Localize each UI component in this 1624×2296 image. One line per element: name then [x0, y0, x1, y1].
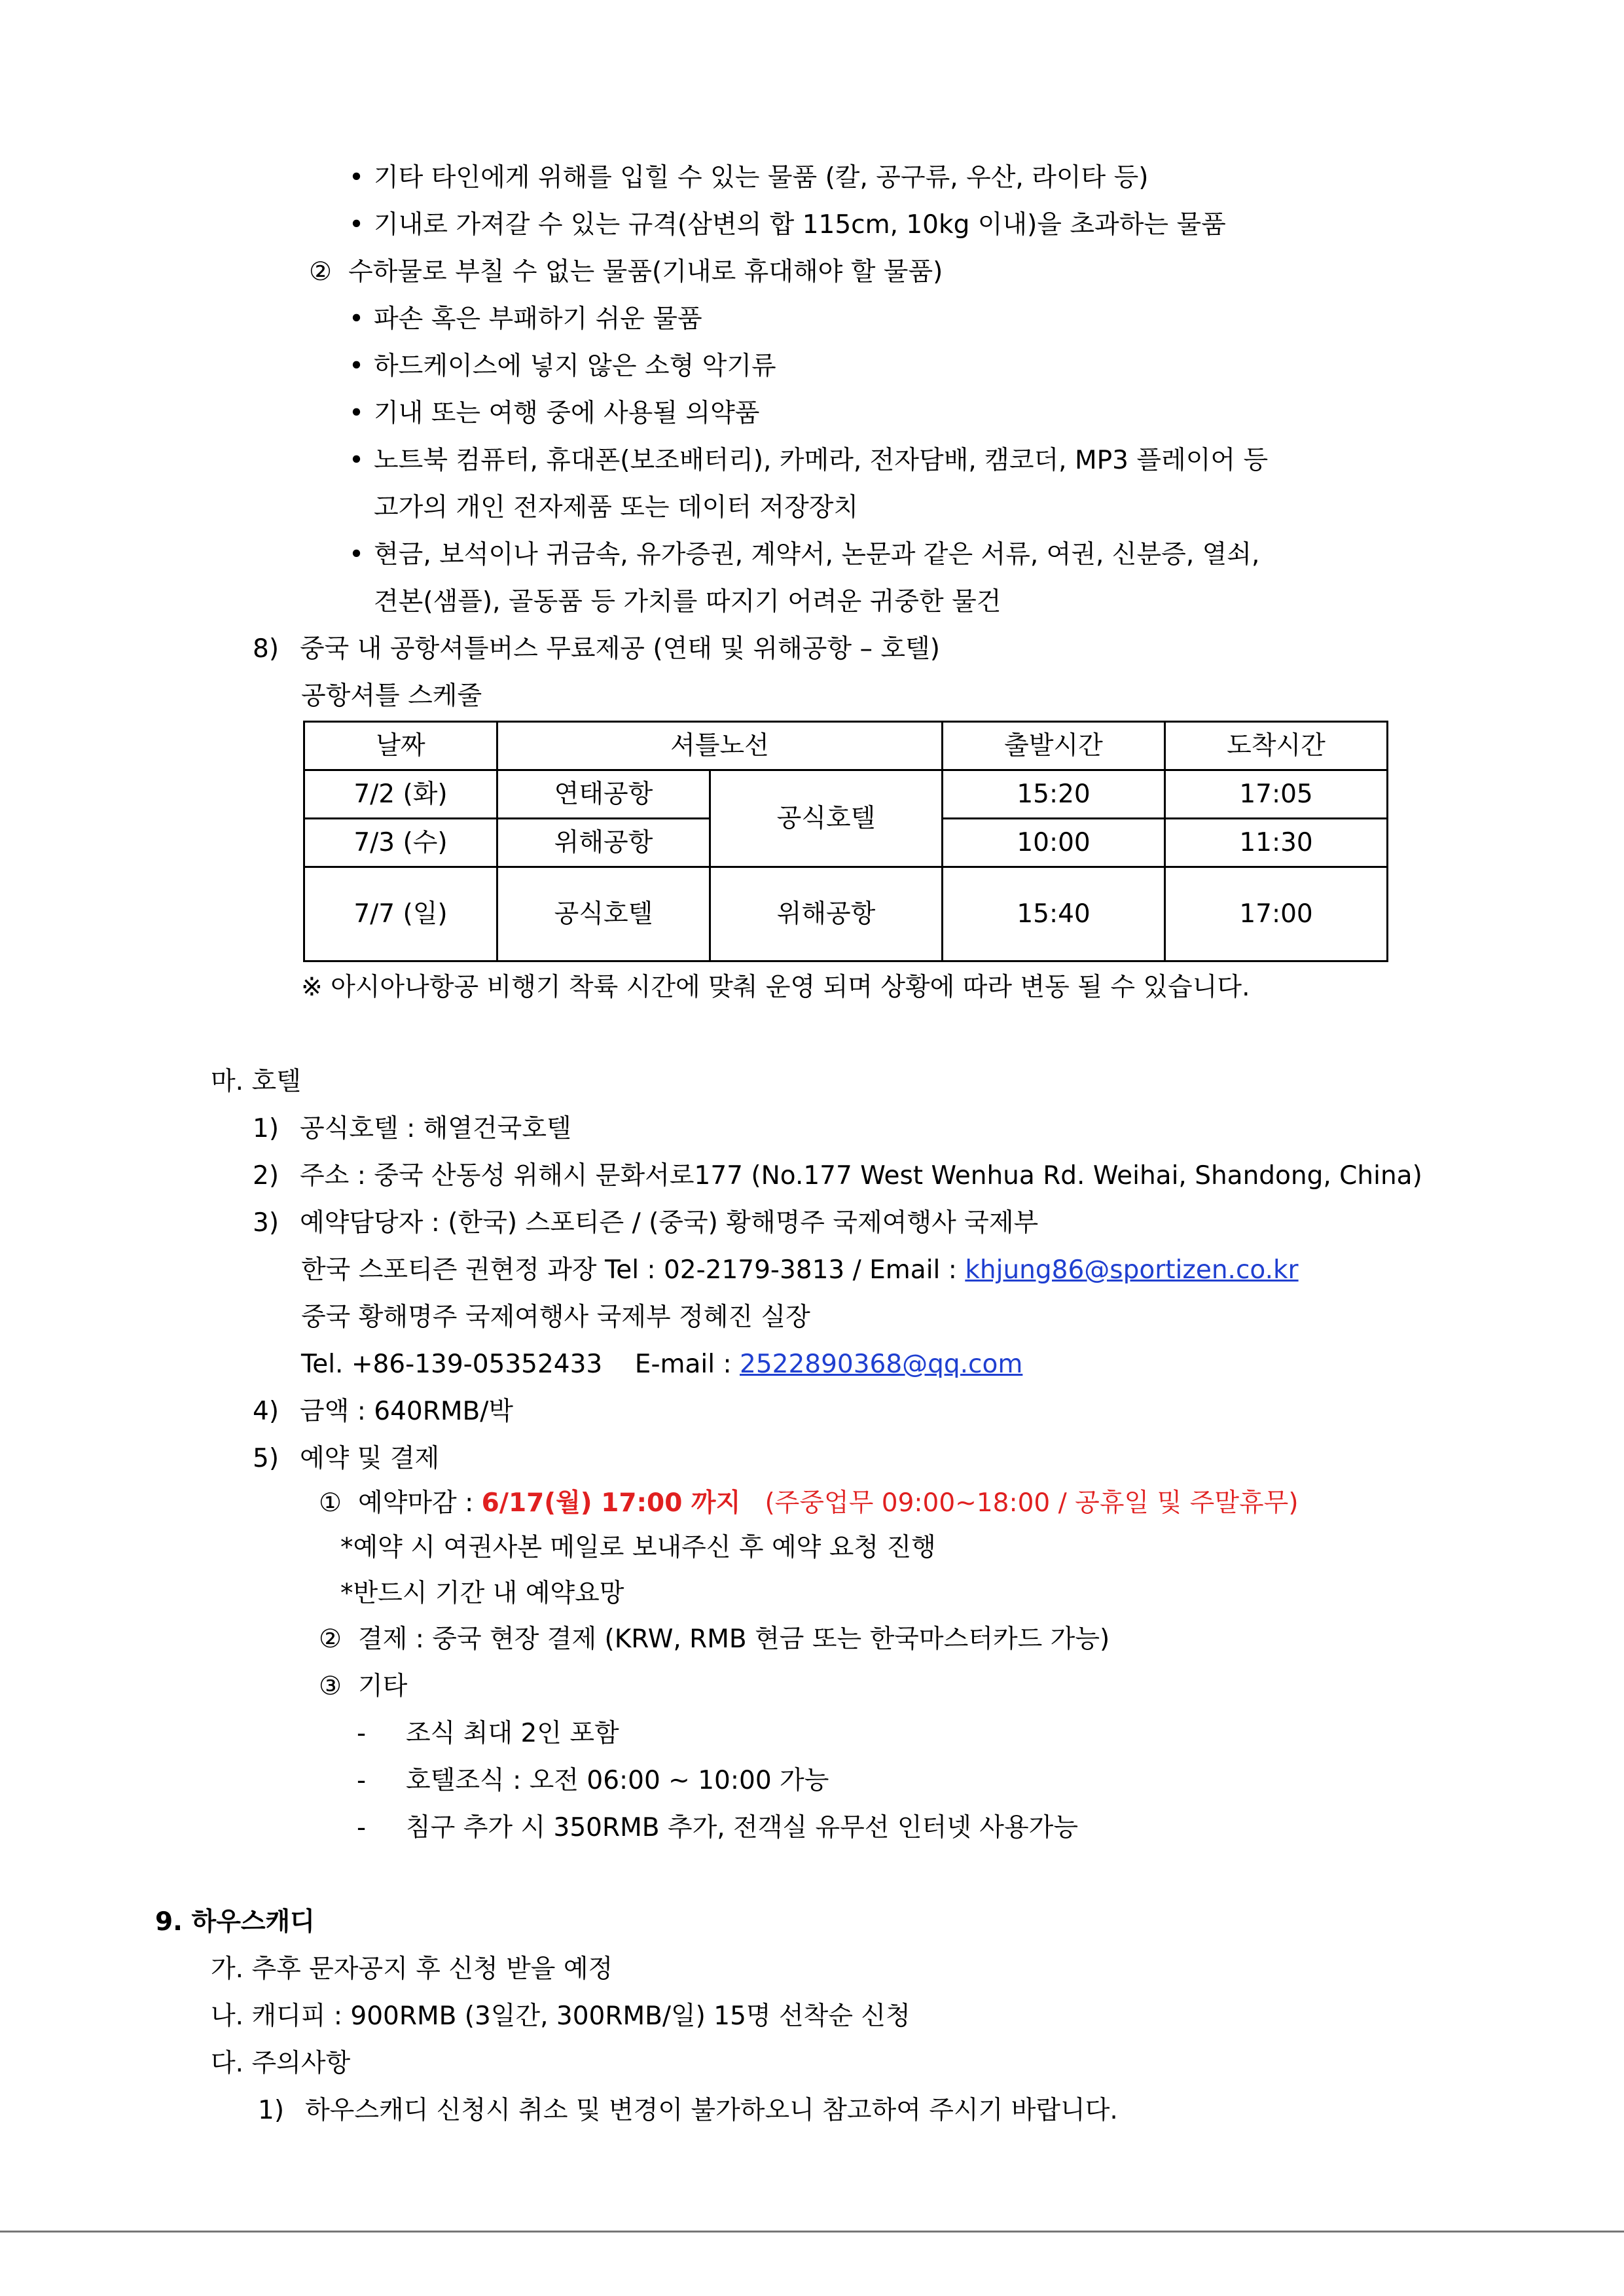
- cell-depart: 15:40: [943, 867, 1165, 961]
- reservation-note: *반드시 기간 내 예약요망: [340, 1579, 624, 1608]
- cell-from: 연태공항: [497, 770, 710, 819]
- contact-china-tel: Tel. +86-139-05352433 E-mail : 2522890368@qq.com: [301, 1350, 1023, 1379]
- list-item-continuation: 고가의 개인 전자제품 또는 데이터 저장장치: [374, 493, 859, 522]
- numbered-item: 2) 주소 : 중국 산동성 위해시 문화서로177 (No.177 West Wenhua Rd. Weihai, Shandong, China): [253, 1161, 1422, 1191]
- cell-date: 7/7 (일): [304, 867, 497, 961]
- section-heading-caddie: 9. 하우스캐디: [155, 1907, 315, 1937]
- business-hours: (주중업무 09:00~18:00 / 공휴일 및 주말휴무): [765, 1488, 1299, 1518]
- contact-china: 중국 황해명주 국제여행사 국제부 정혜진 실장: [301, 1302, 810, 1332]
- section-heading-hotel: 마. 호텔: [211, 1067, 301, 1096]
- list-item-continuation: 견본(샘플), 골동품 등 가치를 따지기 어려운 귀중한 물건: [374, 587, 1001, 617]
- list-item: - 침구 추가 시 350RMB 추가, 전객실 유무선 인터넷 사용가능: [357, 1813, 1078, 1842]
- list-item: • 노트북 컴퓨터, 휴대폰(보조배터리), 카메라, 전자담배, 캠코더, MP3 플레이어 등: [349, 444, 1268, 477]
- list-item: • 파손 혹은 부패하기 쉬운 물품: [349, 303, 702, 336]
- schedule-title: 공항셔틀 스케줄: [301, 681, 482, 711]
- column-header-route: 셔틀노선: [497, 722, 943, 770]
- email-link-china[interactable]: 2522890368@qq.com: [740, 1350, 1023, 1379]
- deadline-date: 6/17(월) 17:00 까지: [481, 1488, 741, 1518]
- cell-to: 위해공항: [710, 867, 943, 961]
- numbered-item: 8) 중국 내 공항셔틀버스 무료제공 (연태 및 위해공항 – 호텔): [253, 634, 940, 664]
- bullet-icon: •: [349, 540, 365, 569]
- shuttle-schedule-table: [303, 721, 1388, 962]
- list-item: • 하드케이스에 넣지 않은 소형 악기류: [349, 350, 776, 383]
- bullet-icon: •: [349, 163, 365, 192]
- column-header-arrive: 도착시간: [1165, 722, 1388, 770]
- list-item: • 기내로 가져갈 수 있는 규격(삼변의 합 115cm, 10kg 이내)을 초과하는 물품: [349, 209, 1226, 242]
- cell-arrive: 17:05: [1165, 770, 1388, 819]
- reservation-deadline: ① 예약마감 : 6/17(월) 17:00 까지 (주중업무 09:00~18:00 / 공휴일 및 주말휴무): [319, 1488, 1299, 1518]
- column-header-depart: 출발시간: [943, 722, 1165, 770]
- numbered-item: 3) 예약담당자 : (한국) 스포티즌 / (중국) 황해명주 국제여행사 국제부: [253, 1208, 1039, 1238]
- caddie-item: 나. 캐디피 : 900RMB (3일간, 300RMB/일) 15명 선착순 신청: [211, 2001, 911, 2031]
- bullet-icon: •: [349, 351, 365, 381]
- cell-depart: 15:20: [943, 770, 1165, 819]
- cell-date: 7/2 (화): [304, 770, 497, 819]
- numbered-item: 5) 예약 및 결제: [253, 1444, 440, 1473]
- payment-info: ② 결제 : 중국 현장 결제 (KRW, RMB 현금 또는 한국마스터카드 가능): [319, 1624, 1110, 1654]
- numbered-item: 1) 하우스캐디 신청시 취소 및 변경이 불가하오니 참고하여 주시기 바랍니다.: [258, 2096, 1118, 2125]
- bullet-icon: •: [349, 304, 365, 334]
- cell-depart: 10:00: [943, 819, 1165, 867]
- list-item: • 기내 또는 여행 중에 사용될 의약품: [349, 397, 759, 430]
- bullet-icon: •: [349, 446, 365, 475]
- schedule-note: ※ 아시아나항공 비행기 착륙 시간에 맞춰 운영 되며 상황에 따라 변동 될 수 있습니다.: [301, 973, 1250, 1002]
- caddie-item: 다. 주의사항: [211, 2049, 351, 2078]
- table-row: [304, 770, 1388, 819]
- cell-date: 7/3 (수): [304, 819, 497, 867]
- numbered-item: 4) 금액 : 640RMB/박: [253, 1397, 514, 1426]
- contact-korea: 한국 스포티즌 권현정 과장 Tel : 02-2179-3813 / Email : khjung86@sportizen.co.kr: [301, 1255, 1299, 1285]
- email-link-korea[interactable]: khjung86@sportizen.co.kr: [965, 1255, 1299, 1285]
- list-item: • 현금, 보석이나 귀금속, 유가증권, 계약서, 논문과 같은 서류, 여권, 신분증, 열쇠,: [349, 539, 1259, 571]
- cell-to: 공식호텔: [710, 770, 943, 867]
- table-row: [304, 867, 1388, 961]
- reservation-note: *예약 시 여권사본 메일로 보내주신 후 예약 요청 진행: [340, 1533, 936, 1562]
- cell-from: 공식호텔: [497, 867, 710, 961]
- cell-from: 위해공항: [497, 819, 710, 867]
- bullet-icon: •: [349, 210, 365, 240]
- table-header-row: [304, 722, 1388, 770]
- cell-arrive: 17:00: [1165, 867, 1388, 961]
- sub-heading: ② 수하물로 부칠 수 없는 물품(기내로 휴대해야 할 물품): [309, 257, 943, 287]
- list-item: • 기타 타인에게 위해를 입힐 수 있는 물품 (칼, 공구류, 우산, 라이타 등): [349, 162, 1149, 194]
- list-item: - 조식 최대 2인 포함: [357, 1719, 619, 1748]
- column-header-date: 날짜: [304, 722, 497, 770]
- cell-arrive: 11:30: [1165, 819, 1388, 867]
- numbered-item: 1) 공식호텔 : 해열건국호텔: [253, 1114, 571, 1143]
- footer-divider: [0, 2231, 1624, 2233]
- bullet-icon: •: [349, 399, 365, 428]
- other-info-heading: ③ 기타: [319, 1672, 408, 1701]
- caddie-item: 가. 추후 문자공지 후 신청 받을 예정: [211, 1954, 613, 1984]
- list-item: - 호텔조식 : 오전 06:00 ~ 10:00 가능: [357, 1766, 829, 1795]
